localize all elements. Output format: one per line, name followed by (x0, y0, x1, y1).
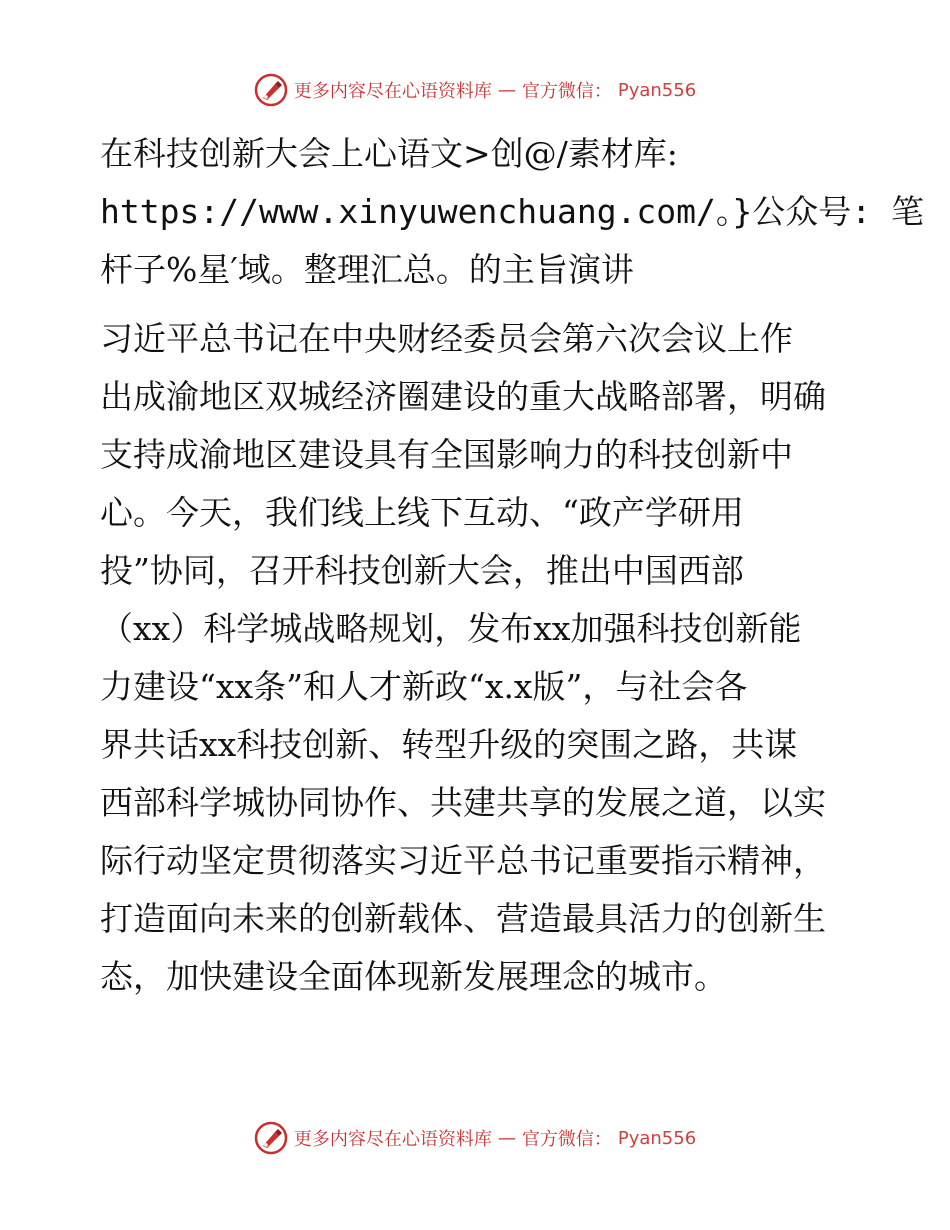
body-line: 支持成渝地区建设具有全国影响力的科技创新中 (100, 435, 793, 474)
body-line: 际行动坚定贯彻落实习近平总书记重要指示精神， (100, 841, 826, 880)
wechat-label: 官方微信： (521, 81, 612, 102)
body-line: （xx）科学城战略规划，发布xx加强科技创新能 (100, 609, 802, 648)
body-line: 投”协同，召开科技创新大会，推出中国西部 (100, 551, 744, 590)
banner-separator: — (497, 1127, 516, 1149)
document-title (100, 125, 925, 299)
body-line: 界共话xx科技创新、转型升级的突围之路，共谋 (100, 725, 798, 764)
wechat-label: 官方微信： (521, 1129, 612, 1150)
body-line: 力建设“xx条”和人才新政“x.x版”，与社会各 (100, 667, 748, 706)
body-line: 心。今天，我们线上线下互动、“政产学研用 (100, 493, 744, 532)
wechat-handle: Pyan556 (617, 1127, 697, 1149)
body-line: 打造面向未来的创新载体、营造最具活力的创新生 (100, 899, 826, 938)
banner-separator: — (497, 79, 516, 101)
body-line: 西部科学城协同协作、共建共享的发展之道，以实 (100, 783, 826, 822)
title-line: https://www.xinyuwenchuang.com/。}公众号: 笔 (100, 192, 925, 231)
body-line: 出成渝地区双城经济圈建设的重大战略部署，明确 (100, 377, 826, 416)
pen-nib-logo-icon (254, 73, 288, 107)
body-line: 习近平总书记在中央财经委员会第六次会议上作 (100, 319, 793, 358)
footer-banner (0, 1118, 950, 1158)
wechat-handle: Pyan556 (617, 79, 697, 101)
body-paragraph (100, 310, 860, 1006)
body-line: 态，加快建设全面体现新发展理念的城市。 (100, 957, 727, 996)
title-line: 杆子%星′域。整理汇总。的主旨演讲 (100, 250, 634, 289)
brand-text: 更多内容尽在心语资料库 (293, 1129, 492, 1150)
pen-nib-logo-icon (254, 1121, 288, 1155)
title-line: 在科技创新大会上心语文>创@/素材库: (100, 134, 678, 173)
brand-text: 更多内容尽在心语资料库 (293, 81, 492, 102)
header-banner (0, 70, 950, 110)
